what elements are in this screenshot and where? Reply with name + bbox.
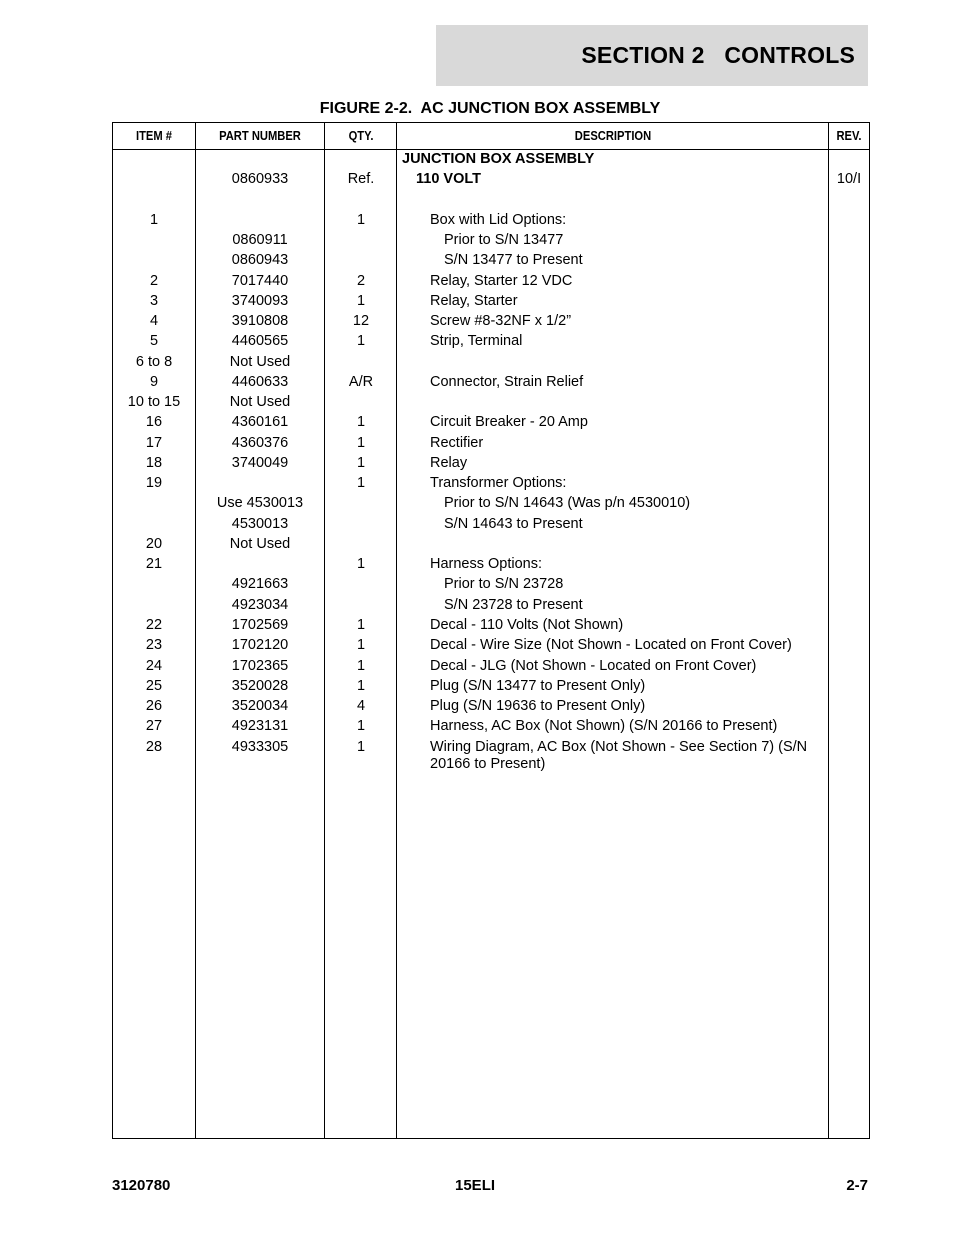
description-cell: Decal - JLG (Not Shown - Located on Front Cover)	[430, 658, 757, 674]
description-cell: Circuit Breaker - 20 Amp	[430, 414, 588, 430]
footer-document-number: 3120780	[112, 1177, 171, 1194]
section-header	[436, 25, 868, 86]
item-number-cell: 24	[145, 658, 163, 674]
quantity-cell: 1	[356, 455, 366, 471]
table-body	[113, 123, 869, 1138]
description-cell: Strip, Terminal	[430, 333, 523, 349]
quantity-cell: 1	[356, 475, 366, 491]
item-number-cell: 16	[145, 414, 163, 430]
footer-page-number: 2-7	[846, 1177, 868, 1194]
item-number-cell: 4	[149, 313, 159, 329]
item-number-cell: 2	[149, 273, 159, 289]
quantity-cell: 1	[356, 293, 366, 309]
item-number-cell: 20	[145, 536, 163, 552]
description-cell: Transformer Options:	[430, 475, 567, 491]
part-number-cell: 4933305	[231, 739, 289, 755]
part-number-cell: Not Used	[229, 394, 291, 410]
part-number-cell: 3520034	[231, 698, 289, 714]
part-number-cell: Not Used	[229, 354, 291, 370]
description-cell: JUNCTION BOX ASSEMBLY	[402, 151, 595, 167]
description-cell: Prior to S/N 14643 (Was p/n 4530010)	[444, 495, 691, 511]
description-cell: Decal - 110 Volts (Not Shown)	[430, 617, 624, 633]
description-cell: Connector, Strain Relief	[430, 374, 584, 390]
part-number-cell: 1702120	[231, 637, 289, 653]
description-cell: Prior to S/N 23728	[444, 576, 564, 592]
part-number-cell: 1702365	[231, 658, 289, 674]
description-cell: Relay, Starter	[430, 293, 518, 309]
quantity-cell: 1	[356, 556, 366, 572]
item-number-cell: 9	[149, 374, 159, 390]
part-number-cell: 4923034	[231, 597, 289, 613]
part-number-cell: Not Used	[229, 536, 291, 552]
section-title: SECTION 2 CONTROLS	[581, 42, 855, 68]
description-cell: Harness Options:	[430, 556, 543, 572]
description-cell: Wiring Diagram, AC Box (Not Shown - See Section 7) (S/N 20166 to Present)	[430, 739, 808, 772]
figure-title: FIGURE 2-2. AC JUNCTION BOX ASSEMBLY	[319, 100, 661, 117]
column-header-qty: QTY.	[348, 128, 374, 143]
quantity-cell: 4	[356, 698, 366, 714]
item-number-cell: 10 to 15	[127, 394, 181, 410]
quantity-cell: 1	[356, 212, 366, 228]
quantity-cell: 1	[356, 637, 366, 653]
item-number-cell: 25	[145, 678, 163, 694]
parts-table	[112, 122, 870, 1139]
quantity-cell: 1	[356, 333, 366, 349]
description-cell: Screw #8-32NF x 1/2”	[430, 313, 572, 329]
item-number-cell: 28	[145, 739, 163, 755]
description-cell: Plug (S/N 19636 to Present Only)	[430, 698, 646, 714]
description-cell: Harness, AC Box (Not Shown) (S/N 20166 to Present)	[430, 718, 778, 734]
part-number-cell: 0860911	[232, 232, 288, 248]
quantity-cell: 1	[356, 414, 366, 430]
part-number-cell: 3910808	[231, 313, 289, 329]
item-number-cell: 6 to 8	[135, 354, 173, 370]
quantity-cell: 1	[356, 658, 366, 674]
part-number-cell: 4360376	[231, 435, 289, 451]
item-number-cell: 17	[145, 435, 163, 451]
item-number-cell: 22	[145, 617, 163, 633]
item-number-cell: 1	[149, 212, 159, 228]
part-number-cell: 4923131	[231, 718, 289, 734]
description-cell: Plug (S/N 13477 to Present Only)	[430, 678, 646, 694]
description-cell: Box with Lid Options:	[430, 212, 567, 228]
quantity-cell: 1	[356, 435, 366, 451]
quantity-cell: 2	[356, 273, 366, 289]
part-number-cell: Use 4530013	[216, 495, 304, 511]
column-header-part-number: PART NUMBER	[219, 128, 301, 143]
description-cell: S/N 13477 to Present	[444, 252, 583, 268]
description-cell: Relay	[430, 455, 468, 471]
quantity-cell: 1	[356, 718, 366, 734]
footer-model: 15ELI	[455, 1177, 496, 1194]
part-number-cell: 3520028	[231, 678, 289, 694]
quantity-cell: 1	[356, 617, 366, 633]
part-number-cell: 4460565	[231, 333, 289, 349]
description-cell: Prior to S/N 13477	[444, 232, 564, 248]
column-header-rev: REV.	[836, 128, 862, 143]
quantity-cell: Ref.	[347, 171, 375, 187]
part-number-cell: 4530013	[231, 516, 289, 532]
part-number-cell: 7017440	[231, 273, 289, 289]
description-cell: Decal - Wire Size (Not Shown - Located on Front Cover)	[430, 637, 792, 653]
revision-cell: 10/I	[836, 171, 862, 187]
part-number-cell: 3740049	[231, 455, 289, 471]
item-number-cell: 3	[149, 293, 159, 309]
item-number-cell: 18	[145, 455, 163, 471]
item-number-cell: 19	[145, 475, 163, 491]
quantity-cell: 1	[356, 739, 366, 755]
part-number-cell: 4921663	[231, 576, 289, 592]
quantity-cell: 1	[356, 678, 366, 694]
quantity-cell: A/R	[348, 374, 374, 390]
part-number-cell: 1702569	[231, 617, 289, 633]
item-number-cell: 26	[145, 698, 163, 714]
part-number-cell: 4360161	[231, 414, 289, 430]
part-number-cell: 4460633	[231, 374, 289, 390]
description-cell: S/N 14643 to Present	[444, 516, 583, 532]
column-header-description: DESCRIPTION	[574, 128, 652, 143]
part-number-cell: 0860943	[231, 252, 289, 268]
part-number-cell: 0860933	[231, 171, 289, 187]
item-number-cell: 21	[145, 556, 163, 572]
item-number-cell: 5	[149, 333, 159, 349]
description-cell: S/N 23728 to Present	[444, 597, 583, 613]
item-number-cell: 23	[145, 637, 163, 653]
description-cell: Relay, Starter 12 VDC	[430, 273, 573, 289]
description-cell: Rectifier	[430, 435, 484, 451]
item-number-cell: 27	[145, 718, 163, 734]
quantity-cell: 12	[352, 313, 370, 329]
part-number-cell: 3740093	[231, 293, 289, 309]
description-cell: 110 VOLT	[416, 171, 482, 187]
column-header-item: ITEM #	[135, 128, 173, 143]
